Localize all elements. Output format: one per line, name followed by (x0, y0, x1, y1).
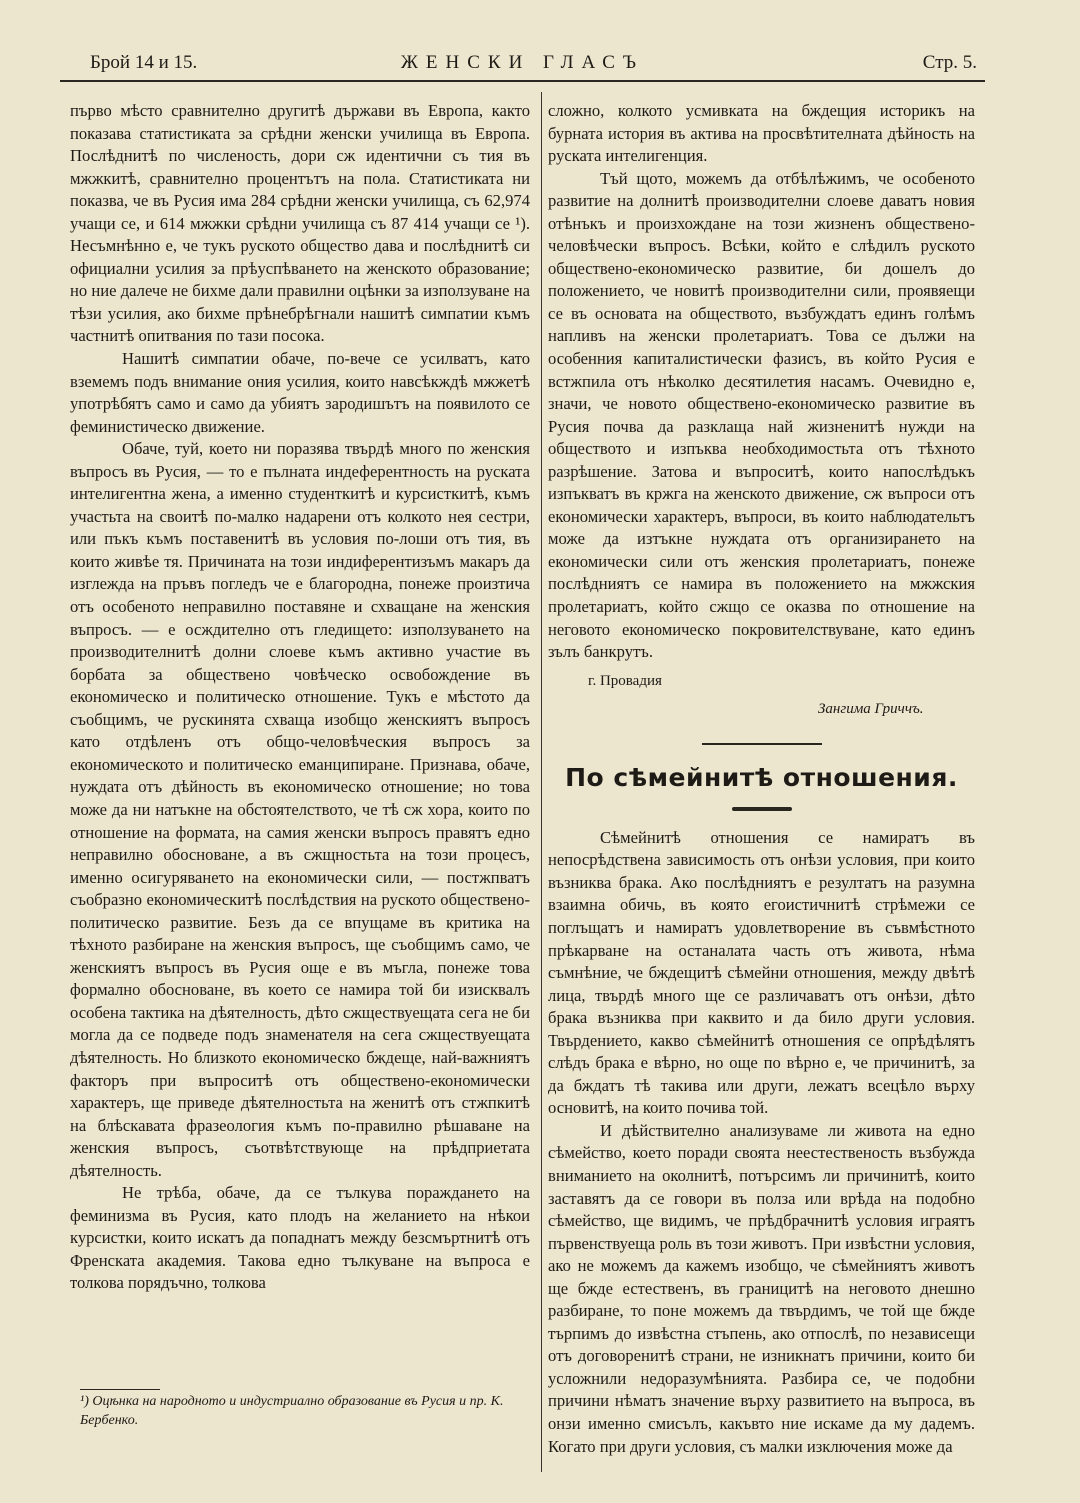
left-column (70, 100, 530, 1385)
page-header (60, 50, 985, 82)
title-ornament (732, 807, 792, 811)
paragraph: Не трѣба, обаче, да се тълкува пораждането на феминизма въ Русия, като плодъ на желанието на нѣкои курсистки, които искатъ да попаднатъ между безсмъртнитѣ отъ Френската академия. Такова едно тълкуване на въпроса е толкова порядъчно, толкова (70, 1183, 530, 1293)
paragraph: сложно, колкото усмивката на бждещия историкъ на бурната история въ актива на просвѣтителната дѣйность на руската интелигенция. (548, 101, 975, 166)
paragraph: Нашитѣ симпатии обаче, по-вече се усилватъ, като вземемъ подъ внимание ония усилия, които навсѣкждѣ мжжетѣ употрѣбятъ само и само да убиятъ зародишътъ на появилото се феминистическо движение. (70, 349, 530, 436)
page-number: Стр. 5. (922, 52, 977, 73)
right-column (548, 100, 975, 1490)
section-title: По сѣмейнитѣ отношения. (565, 762, 958, 792)
paragraph: И дѣйствително анализуваме ли живота на едно сѣмейство, което поради своята неестественость възбужда вниманието на околнитѣ, потърсимъ ли причинитѣ, които заставятъ да се говори въ полза или врѣда на подобно сѣмейство, ще видимъ, че прѣдбрачнитѣ условия играятъ първенствуеща роль въ този животъ. При извѣстни условия, ако не можемъ да кажемъ изобщо, че сѣмейниятъ животъ ще бжде естественъ, въ границитѣ на неговото днешно разбиране, то поне можемъ да твърдимъ, че той ще бжде търпимъ до извѣстна стъпень, ако отпослѣ, по независещи отъ договоренитѣ страни, не изникнатъ причини, които би усложнили недоразумѣнията. Разбира се, че подобни причини нѣматъ значение върху развитието на въпроса, въ онзи именно смисълъ, какъвто ние искаме да му дадемъ. Когато при други условия, съ малки изключения може да (548, 1120, 975, 1456)
author-signature: Зангима Гриччъ. (818, 701, 924, 718)
paragraph: Обаче, туй, което ни поразява твърдѣ много по женския въпросъ въ Русия, — то е пълната индеферентность на руската интелигентна жена, а именно студенткитѣ и курсисткитѣ, къмъ участьта на своитѣ по-малко надарени отъ колкото нея сестри, или пъкъ къмъ поставенитѣ въ условия по-лоши отъ тия, въ които живѣе тя. Причината на този индиферентизъмъ макаръ да изглежда на пръвъ погледъ че е благородна, понеже произтича отъ особеното неправилно поставяне и схващане на женския въпросъ. — е осждително отъ гледището: използуването на производителнитѣ долни слоеве къмъ активно участие въ борбата за обществено човѣческо освобождение въ економическо и политическо отношение. Тукъ е мѣстото да съобщимъ, че рускинята схваща изобщо женскиятъ въпросъ като отдѣленъ отъ общо-человѣческия въпросъ за економическото и политическо еманципиране. Признава, обаче, нуждата отъ дѣйность въ економическо отношение; но това може да ни натъкне на обстоятелството, че тѣ сж хора, които по отношение на формата, на самия женски въпросъ правятъ едно неправилно обосноване, а въ сжщностьта на този процесъ, именно осигуряването на економически сили, — постжпватъ съобразно економическитѣ послѣдствия на руското обществено-политическо развитие. Безъ да се впущаме въ критика на тѣхното разбиране на женския въпросъ, ще съобщимъ само, че женскиятъ въпросъ въ Русия още е въ мъгла, понеже това формално обосноване, въ което се намира той би изисквалъ особена тактика на дѣятелность, дѣто сжществуещата сега не би могла да се подведе подъ знаменателя на сега сжществуещата дѣятелность. Но близкото економическо бждеще, най-важниятъ факторъ при въпроситѣ отъ обществено-економически характеръ, ще приведе дѣятелностьта на женитѣ отъ стжпкитѣ на блѣскавата фразеология къмъ по-правилно рѣшаване на женския въпросъ, съотвѣтствующе на прѣдприетата дѣятелность. (70, 439, 530, 1180)
paragraph: Сѣмейнитѣ отношения се намиратъ въ непосрѣдствена зависимость отъ онѣзи условия, при които възниква брака. Ако послѣдниятъ е резултатъ на разумна взаимна обичь, въ която егоистичнитѣ стрѣмежи се поглъщатъ и намиратъ удовлетворение въ съвмѣстното прѣкарване на останалата часть отъ живота, нѣма съмнѣние, че бждещитѣ сѣмейни отношения, между двѣтѣ лица, твърдѣ много ще се различаватъ отъ онѣзи, дѣто брака възниква при каквито и да било други условия. Твърдението, какво сѣмейнитѣ отношения се опрѣдѣлятъ слѣдъ брака е вѣрно, но още по вѣрно е, че причинитѣ, за да бждатъ тѣ такива или други, лежатъ всецѣло върху основитѣ, на които почива той. (548, 827, 975, 1118)
column-divider (541, 92, 542, 1472)
footnote: ¹) Оцѣнка на народното и индустриално образование въ Русия и пр. К. Бербенко. (80, 1394, 504, 1428)
footnote-divider (80, 1389, 160, 1390)
paragraph: първо мѣсто сравнително другитѣ държави въ Европа, както показава статистиката за срѣдни женски училища въ Европа. Послѣднитѣ по численость, дори сж идентични съ тия въ мжжкитѣ, сравнително процентътъ на пола. Статистиката ни показва, че въ Русия има 284 срѣдни женски училища, съ 62,974 учащи се, и 614 мжжки срѣдни училища съ 87 414 учащи се ¹). Несъмнѣнно е, че тукъ руското общество дава и послѣднитѣ си официални усилия за прѣуспѣването на женското образование; но ние далече не бихме дали правилни оцѣнки за използуване на тѣзи усилия, ако бихме прѣнебрѣгнали нашитѣ симпатии къмъ частнитѣ опитвания по тази посока. (70, 101, 530, 346)
article-place: г. Провадия (588, 672, 662, 689)
article-separator (702, 743, 822, 745)
issue-number: Брой 14 и 15. (90, 52, 198, 73)
newspaper-title: ЖЕНСКИ ГЛАСЪ (400, 52, 645, 73)
paragraph: Тъй щото, можемъ да отбѣлѣжимъ, че особеното развитие на долнитѣ производителни слоеве даватъ новия отѣнъкъ и произхождане на този жизненъ обществено-человѣчески въпросъ. Всѣки, който е слѣдилъ руското обществено-економическо развитие, би дошелъ до положението, че новитѣ производителни сили, проявяещи се въ основата на обществото, възбуждатъ единъ голѣмъ напливъ на женски пролетариатъ. Това се дължи на особенния капиталистически фазисъ, въ който Русия е встжпила отъ нѣколко десятилетия насамъ. Очевидно е, значи, че новото обществено-економическо развитие въ Русия почва да разклаща най жизненитѣ нужди на обществото и изпъква необходимостьта отъ тѣхното разрѣшение. Затова и въпроситѣ, които напослѣдъкъ изпъкватъ въ кржга на женското движение, сж въпроси отъ економически характеръ, въпроси, въ които наблюдательтъ може да изтъкне нуждата отъ организирането на економически сили отъ женския пролетариатъ, понеже послѣдниятъ се намира въ положението на мжжския пролетариатъ, който сжщо се оказва по отношение на неговото економическо покровителствуване, като единъ зълъ банкрутъ. (548, 168, 975, 662)
